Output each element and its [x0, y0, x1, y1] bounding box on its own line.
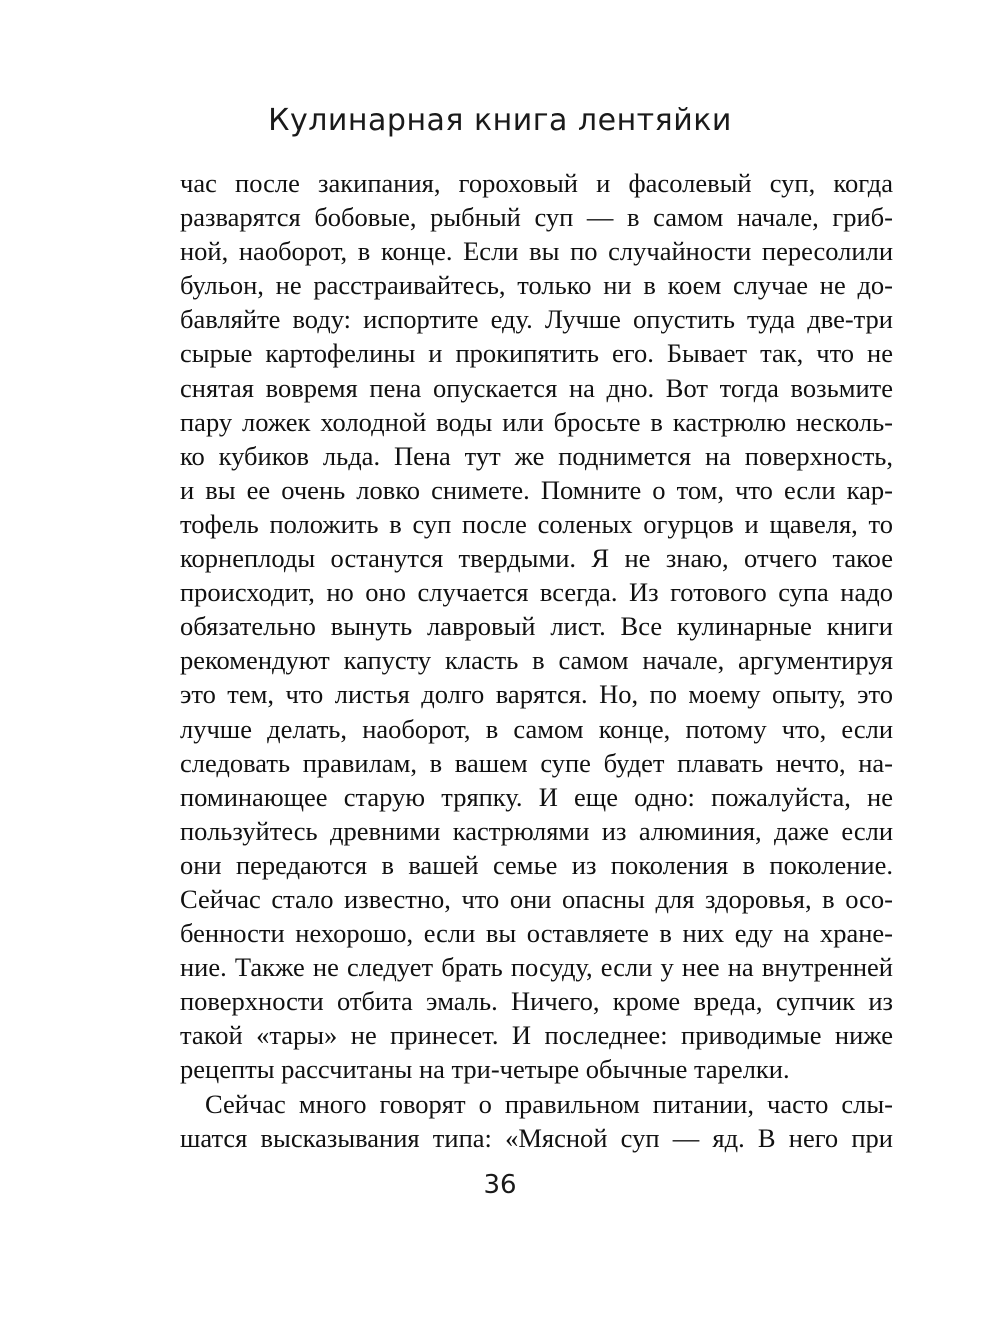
text-line: шатся высказывания типа: «Мясной суп — яд. В него при	[180, 1122, 893, 1153]
page-number: 36	[483, 1170, 517, 1200]
text-line: разварятся бобовые, рыбный суп — в самом начале, гриб-	[180, 202, 893, 233]
text-line: тофель положить в суп после соленых огурцов и щавеля, то	[180, 508, 893, 539]
text-line: бавляйте воду: испортите еду. Лучше опустить туда две-три	[180, 304, 893, 335]
text-line: Сейчас стало известно, что они опасны для здоровья, в осо-	[180, 883, 893, 914]
text-line: это тем, что листья долго варятся. Но, по моему опыту, это	[180, 679, 893, 710]
text-line: сырые картофелины и прокипятить его. Бывает так, что не	[180, 338, 893, 369]
text-line: ние. Также не следует брать посуду, если у нее на внутренней	[180, 952, 893, 983]
paragraph-2	[180, 1087, 893, 1155]
text-line: корнеплоды останутся твердыми. Я не знаю, отчего такое	[180, 543, 893, 574]
text-line: Сейчас много говорят о правильном питании, часто слы-	[205, 1088, 893, 1119]
text-line: снятая вовремя пена опускается на дно. Вот тогда возьмите	[180, 372, 893, 403]
text-line: и вы ее очень ловко снимете. Помните о том, что если кар-	[180, 474, 893, 505]
text-line: ной, наоборот, в конце. Если вы по случайности пересолили	[180, 236, 893, 267]
running-head: Кулинарная книга лентяйки	[268, 103, 732, 138]
text-line: такой «тары» не принесет. И последнее: приводимые ниже	[180, 1020, 893, 1051]
text-line: поверхности отбита эмаль. Ничего, кроме вреда, супчик из	[180, 986, 893, 1017]
paragraph-1	[180, 166, 893, 1087]
text-line: происходит, но оно случается всегда. Из готового супа надо	[180, 577, 893, 608]
text-line: следовать правилам, в вашем супе будет плавать нечто, на-	[180, 747, 893, 778]
body-text	[180, 166, 893, 1155]
text-line: пару ложек холодной воды или бросьте в кастрюлю несколь-	[180, 406, 893, 437]
text-line: рецепты рассчитаны на три-четыре обычные тарелки.	[180, 1054, 790, 1085]
text-line: бенности нехорошо, если вы оставляете в них еду на хране-	[180, 918, 893, 949]
text-line: ко кубиков льда. Пена тут же поднимется на поверхность,	[180, 440, 893, 471]
text-line: рекомендуют капусту класть в самом начале, аргументируя	[180, 645, 893, 676]
text-line: пользуйтесь древними кастрюлями из алюминия, даже если	[180, 815, 893, 846]
text-line: поминающее старую тряпку. И еще одно: пожалуйста, не	[180, 781, 893, 812]
text-line: час после закипания, гороховый и фасолевый суп, когда	[180, 168, 893, 198]
text-line: лучше делать, наоборот, в самом конце, потому что, если	[180, 713, 893, 744]
text-line: они передаются в вашей семье из поколения в поколение.	[180, 849, 893, 880]
text-line: обязательно вынуть лавровый лист. Все кулинарные книги	[180, 611, 893, 642]
text-line: бульон, не расстраивайтесь, только ни в коем случае не до-	[180, 270, 893, 301]
